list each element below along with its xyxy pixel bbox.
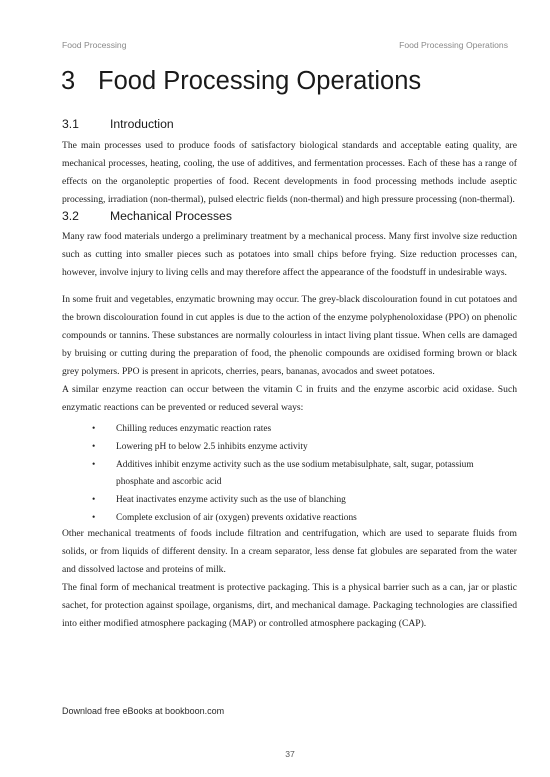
chapter-number: 3 (61, 67, 76, 95)
list-item (92, 439, 512, 457)
list-item (92, 457, 512, 493)
section-heading-mechanical-processes (62, 209, 232, 223)
list-item-text: Additives inhibit enzyme activity such as the use sodium metabisulphate, salt, sugar, potassium phosphate and ascorbic acid (116, 459, 474, 488)
paragraph-ascorbic-oxidase: A similar enzyme reaction can occur between the vitamin C in fruits and the enzyme ascorbic acid oxidase. Such enzymatic reactions can be prevented or reduced several ways: (62, 384, 517, 413)
footer-download-link[interactable]: Download free eBooks at bookboon.com (62, 706, 225, 716)
running-header (62, 40, 508, 52)
section-title: Introduction (110, 117, 174, 131)
bullet-icon: • (92, 512, 96, 523)
intro-paragraph: The main processes used to produce foods of satisfactory biological standards and acceptable eating quality, are mechanical processes, heating, cooling, the use of additives, and fermentation processes. Each of these has a range of effects on the organoleptic properties of food. Recent developments in food processing methods include aseptic processing, irradiation (non-thermal), pulsed electric fields (non-thermal) and high pressure processing (non-thermal). (62, 140, 517, 205)
prevention-methods-list (92, 421, 512, 528)
list-item-text: Lowering pH to below 2.5 inhibits enzyme activity (116, 441, 308, 452)
paragraph-filtration: Other mechanical treatments of foods include filtration and centrifugation, which are used to separate fluids from solids, or from liquids of different density. In a cream separator, less dense fat globules are separated from the water and dissolved lactose and proteins of milk. (62, 528, 517, 575)
section-heading-introduction (62, 117, 174, 131)
bullet-icon: • (92, 424, 96, 434)
section-number: 3.1 (62, 117, 79, 131)
list-item-text: Chilling reduces enzymatic reaction rates (116, 424, 272, 434)
page-number: 37 (285, 749, 295, 759)
running-header-left: Food Processing (62, 40, 127, 50)
chapter-title: Food Processing Operations (98, 67, 422, 95)
bullet-icon: • (92, 495, 96, 506)
list-item (92, 421, 512, 439)
paragraph-enzymatic-browning: In some fruit and vegetables, enzymatic browning may occur. The grey-black discolouration found in cut potatoes and the brown discolouration found in cut apples is due to the action of the enzyme polyphenoloxidase (PPO) on phenolic compounds or tannins. These substances are normally colourless in intact living plant tissue. When cells are damaged by bruising or cutting during the preparation of food, the phenolic compounds are oxidised forming brown or black grey polymers. PPO is present in apricots, cherries, pears, bananas, avocados and sweet potatoes. (62, 294, 517, 377)
paragraph-packaging: The final form of mechanical treatment is protective packaging. This is a physical barrier such as a can, jar or plastic sachet, for protection against spoilage, organisms, dirt, and mechanical damage. Packaging technologies are classified into either modified atmosphere packaging (MAP) or controlled atmosphere packaging (CAP). (62, 582, 517, 629)
list-item (92, 492, 512, 510)
chapter-heading (61, 67, 421, 96)
bullet-icon: • (92, 459, 96, 470)
bullet-icon: • (92, 441, 96, 452)
list-item-text: Complete exclusion of air (oxygen) prevents oxidative reactions (116, 512, 357, 523)
section-title: Mechanical Processes (110, 209, 232, 223)
running-header-right: Food Processing Operations (399, 40, 508, 50)
section-number: 3.2 (62, 209, 79, 223)
paragraph-size-reduction: Many raw food materials undergo a preliminary treatment by a mechanical process. Many first involve size reduction such as cutting into smaller pieces such as potatoes into small chips before frying. Size reduction processes can, however, involve injury to living cells and may therefore affect the appearance of the foodstuff in undesirable ways. (62, 231, 517, 278)
list-item-text: Heat inactivates enzyme activity such as the use of blanching (116, 495, 346, 506)
